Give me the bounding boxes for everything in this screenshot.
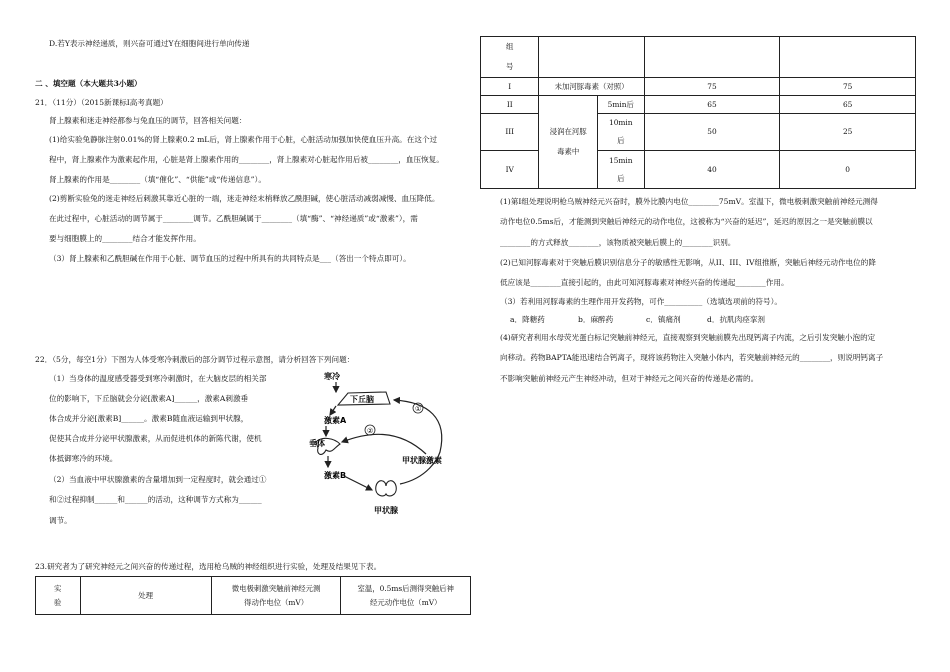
row-post-value: 0 [780, 151, 916, 189]
q22-line: 调节。 [49, 516, 72, 525]
col-postsynaptic-header: 室温，0.5ms后测得突触后神 经元动作电位（mV） [341, 577, 471, 615]
arrow-to-thyroid [344, 476, 372, 490]
table-row [481, 96, 916, 114]
row-id: II [481, 96, 539, 114]
group-header-cell: 组 号 [481, 37, 539, 78]
q23-answer-line: (2)已知河豚毒素对于突触后膜识别信息分子的敏感性无影响，从II、III、IV组推断，突触后神经元动作电位的降 [500, 258, 876, 267]
cold-label: 寒冷 [324, 372, 340, 381]
table-row [481, 78, 916, 96]
q22-line: 位的影响下，下丘脑就会分泌[激素A]______，激素A刺激垂 [49, 394, 249, 403]
ttx-treatment-cell: 浸润在河豚 毒素中 [539, 96, 597, 189]
q23-answer-line: 动作电位0.5ms后，才能测到突触后神经元的动作电位，这被称为“兴奋的延迟”，延迟的原因之一是突触前膜以 [500, 217, 873, 226]
q23-table-body [480, 36, 916, 189]
row-time: 10min 后 [597, 114, 644, 151]
option-a: a．降糖药 [510, 315, 545, 324]
q22-line: （2）当血液中甲状腺激素的含量增加到一定程度时，就会通过① [49, 475, 267, 484]
q21-header: 21．（11分）（2015新课标I高考真题） [35, 98, 168, 107]
q22-line: 促使其合成并分泌甲状腺激素，从而促进机体的新陈代谢，使机 [49, 434, 262, 443]
q21-line: （3）肾上腺素和乙酰胆碱在作用于心脏、调节血压的过程中所具有的共同特点是___（答出一个特点即可）。 [49, 254, 411, 263]
row-pre-value: 65 [644, 96, 780, 114]
row-pre-value: 75 [644, 78, 780, 96]
thyroid-label: 甲状腺 [374, 506, 398, 515]
row-id: I [481, 78, 539, 96]
q21-line: 程中，肾上腺素作为激素起作用，心脏是肾上腺素作用的________，肾上腺素对心脏起作用后被________，血压恢复。 [49, 155, 444, 164]
q21-line: 肾上腺素和迷走神经都参与兔血压的调节，回答相关问题： [49, 116, 247, 125]
q23-answer-line: (4)研究者利用水母荧光蛋白标记突触前神经元，直接观察到突触前膜先出现钙离子内流，之后引发突触小泡的定 [500, 333, 876, 342]
thyroid-shape [376, 481, 397, 496]
prev-option-d: D.若Y表示神经递质，则兴奋可通过Y在细胞间进行单向传递 [49, 39, 250, 48]
q21-line: 肾上腺素的作用是________（填“催化”、“供能”或“传递信息”）。 [49, 175, 266, 184]
hypothalamus-label: 下丘脑 [350, 395, 374, 404]
col-presynaptic-header: 微电极刺激突触前神经元测 得动作电位（mV） [211, 577, 341, 615]
row-post-value: 25 [780, 114, 916, 151]
row-post-value: 65 [780, 96, 916, 114]
pituitary-label: 垂体 [309, 439, 325, 448]
postsynaptic-cell [780, 37, 916, 78]
hormone-b-label: 激素B [324, 471, 347, 480]
row-time: 5min后 [597, 96, 644, 114]
q22-header: 22．（5分，每空1分）下图为人体受寒冷刺激后的部分调节过程示意图，请分析回答下列问题： [35, 355, 355, 364]
circle-1-label: ① [415, 405, 422, 413]
cold-regulation-diagram [308, 368, 468, 518]
row-pre-value: 50 [644, 114, 780, 151]
q23-answer-line: 不影响突触前神经元产生神经冲动，但对于神经元之间兴奋的传递是必需的。 [500, 374, 759, 383]
presynaptic-cell [644, 37, 780, 78]
q22-line: （1）当身体的温度感受器受到寒冷刺激时，在大脑皮层的相关部 [49, 374, 267, 383]
q21-line: 在此过程中，心脏活动的调节属于________调节。乙酰胆碱属于________（填“酶”、“神经递质”或“激素”），需 [49, 214, 418, 223]
row-time: 15min 后 [597, 151, 644, 189]
q23-answer-line: 向移动。药物BAPTA能迅速结合钙离子，现将该药物注入突触小体内，若突触前神经元的________，则说明钙离子 [500, 353, 884, 362]
section-heading: 二 、填空题（本大题共3小题） [35, 79, 142, 88]
feedback-arrow-2 [342, 434, 426, 454]
col-group-header: 实 验 [36, 577, 81, 615]
col-treatment-header: 处理 [80, 577, 211, 615]
q23-answer-line: ________的方式释放________，该物质被突触后膜上的________识别。 [500, 238, 736, 247]
row-id: III [481, 114, 539, 151]
q22-line: 和②过程抑制______和______的活动，这种调节方式称为______ [49, 495, 262, 504]
q22-line: 体抵御寒冷的环境。 [49, 454, 118, 463]
q23-answer-line: (1)第I组处理说明枪乌贼神经元兴奋时，膜外比膜内电位________75mV。室温下，微电极刺激突触前神经元测得 [500, 197, 878, 206]
q23-header: 23.研究者为了研究神经元之间兴奋的传递过程，选用枪乌贼的神经组织进行实验，处理及结果见下表。 [35, 562, 382, 571]
row-treatment: 未加河豚毒素（对照） [539, 78, 644, 96]
q21-line: (2)剪断实验兔的迷走神经后刺激其靠近心脏的一端，迷走神经末梢释放乙酰胆碱，使心脏活动减弱减慢、血压降低。 [49, 194, 440, 203]
q21-line: 要与细胞膜上的________结合才能发挥作用。 [49, 234, 201, 243]
q23-answer-line: 低应该是________直接引起的，由此可知河豚毒素对神经兴奋的传递起________作用。 [500, 278, 789, 287]
q23-table-head [35, 576, 471, 615]
hormone-a-label: 激素A [324, 416, 347, 425]
thyroxine-label: 甲状腺激素 [402, 456, 442, 465]
option-d: d．抗肌肉痉挛剂 [707, 315, 766, 324]
q22-line: 体合成并分泌[激素B]______。激素B随血液运输到甲状腺， [49, 414, 249, 423]
option-b: b．麻醉药 [578, 315, 614, 324]
option-c: c．镇痛剂 [646, 315, 681, 324]
row-id: IV [481, 151, 539, 189]
arrow-to-hormone-a [330, 406, 336, 415]
treatment-cell [539, 37, 644, 78]
row-post-value: 75 [780, 78, 916, 96]
q21-line: (1)给实验兔静脉注射0.01%的肾上腺素0.2 mL后，肾上腺素作用于心脏，心脏活动加强加快使血压升高。在这个过 [49, 135, 438, 144]
row-pre-value: 40 [644, 151, 780, 189]
circle-2-label: ② [367, 427, 374, 435]
q23-answer-line: （3）若利用河豚毒素的生理作用开发药物，可作__________（选填选项前的符号）。 [500, 297, 782, 306]
